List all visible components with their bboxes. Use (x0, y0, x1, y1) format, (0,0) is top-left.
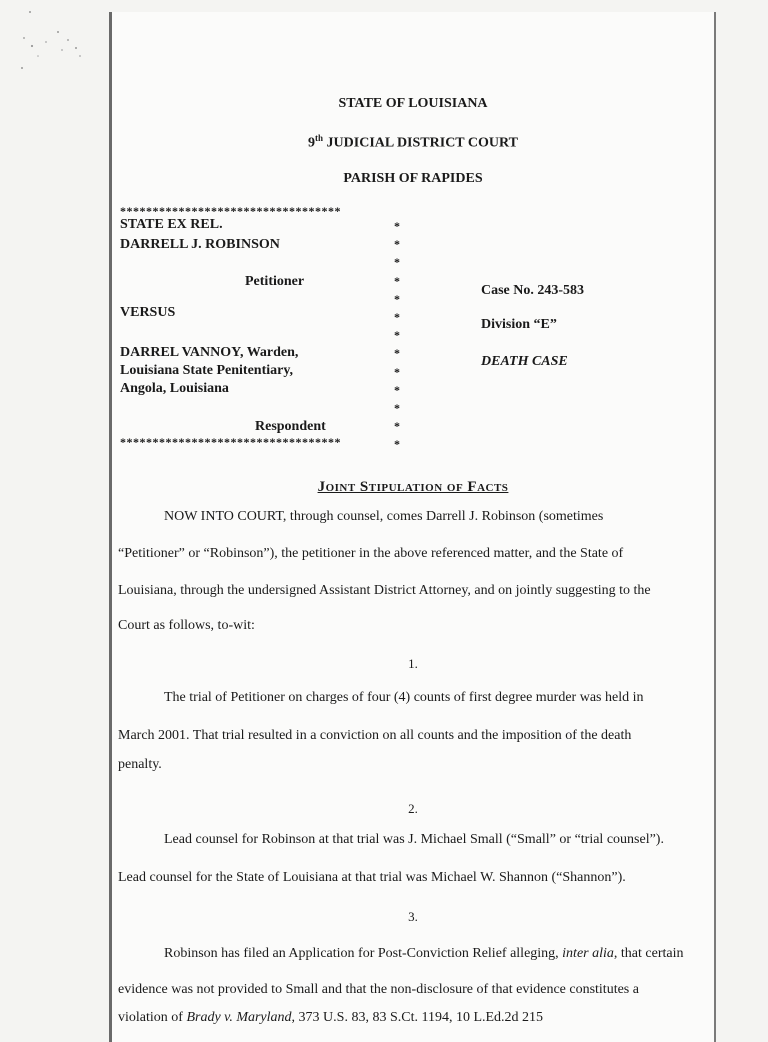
document-title: Joint Stipulation of Facts (317, 479, 509, 495)
caption-petitioner: Petitioner (245, 274, 305, 289)
section-number-1: 1. (408, 656, 418, 671)
section-number-2: 2. (408, 801, 418, 816)
case-number: Case No. 243-583 (481, 283, 585, 298)
document-page: STATE OF LOUISIANA 9th JUDICIAL DISTRICT COURT PARISH OF RAPIDES ********************************** * * * * * * * * * * * * * STATE EX REL. DARRELL J. ROBINSON Petitioner VERSUS DARREL VANNOY, Warden, Louisiana State Penitentiary, Angola, Louisiana Respondent ********************************** Case No. 243-583 Division “E” DEATH CASE Joint Stipulation of Facts NOW INTO COURT, through counsel, comes Darrell J. Robinson (sometimes “Petitioner” or “Robinson”), the petitioner in the above referenced matter, and the State of Louisiana, through the undersigned Assistant District Attorney, and on jointly suggesting to the Court as follows, to-wit: 1. The trial of Petitioner on charges of four (4) counts of first degree murder was held in March 2001. That trial resulted in a conviction on all counts and the imposition of the death penalty. 2. Lead counsel for Robinson at that trial was J. Michael Small (“Small” or “trial counsel”). Lead counsel for the State of Louisiana at that trial was Michael W. Shannon (“Shannon”). 3. Robinson has filed an Application for Post-Conviction Relief alleging, inter alia, that certain evidence was not provided to Small and that the non-disclosure of that evidence constitutes a violation of Brady v. Maryland, 373 U.S. 83, 83 S.Ct. 1194, 10 L.Ed.2d 215 (109, 12, 716, 1042)
caption-resp2: Louisiana State Penitentiary, (120, 363, 294, 378)
caption-stars-top: ********************************** (120, 204, 341, 218)
scan-specks (18, 10, 88, 80)
caption-resp1: DARREL VANNOY, Warden, (120, 345, 299, 360)
caption-respondent: Respondent (255, 419, 326, 434)
caption-star-column: * * * * * * * * * * * * * (394, 219, 400, 452)
caption-line2: DARRELL J. ROBINSON (120, 237, 280, 252)
death-case: DEATH CASE (481, 354, 568, 369)
caption-versus: VERSUS (120, 305, 176, 320)
division: Division “E” (481, 317, 557, 332)
caption-stars-bottom: ********************************** (120, 435, 341, 449)
header-parish: PARISH OF RAPIDES (343, 171, 483, 186)
caption-resp3: Angola, Louisiana (120, 381, 229, 396)
caption-line1: STATE EX REL. (120, 217, 223, 232)
header-court: 9th JUDICIAL DISTRICT COURT (308, 133, 518, 151)
section-number-3: 3. (408, 909, 418, 924)
header-state: STATE OF LOUISIANA (338, 96, 488, 111)
